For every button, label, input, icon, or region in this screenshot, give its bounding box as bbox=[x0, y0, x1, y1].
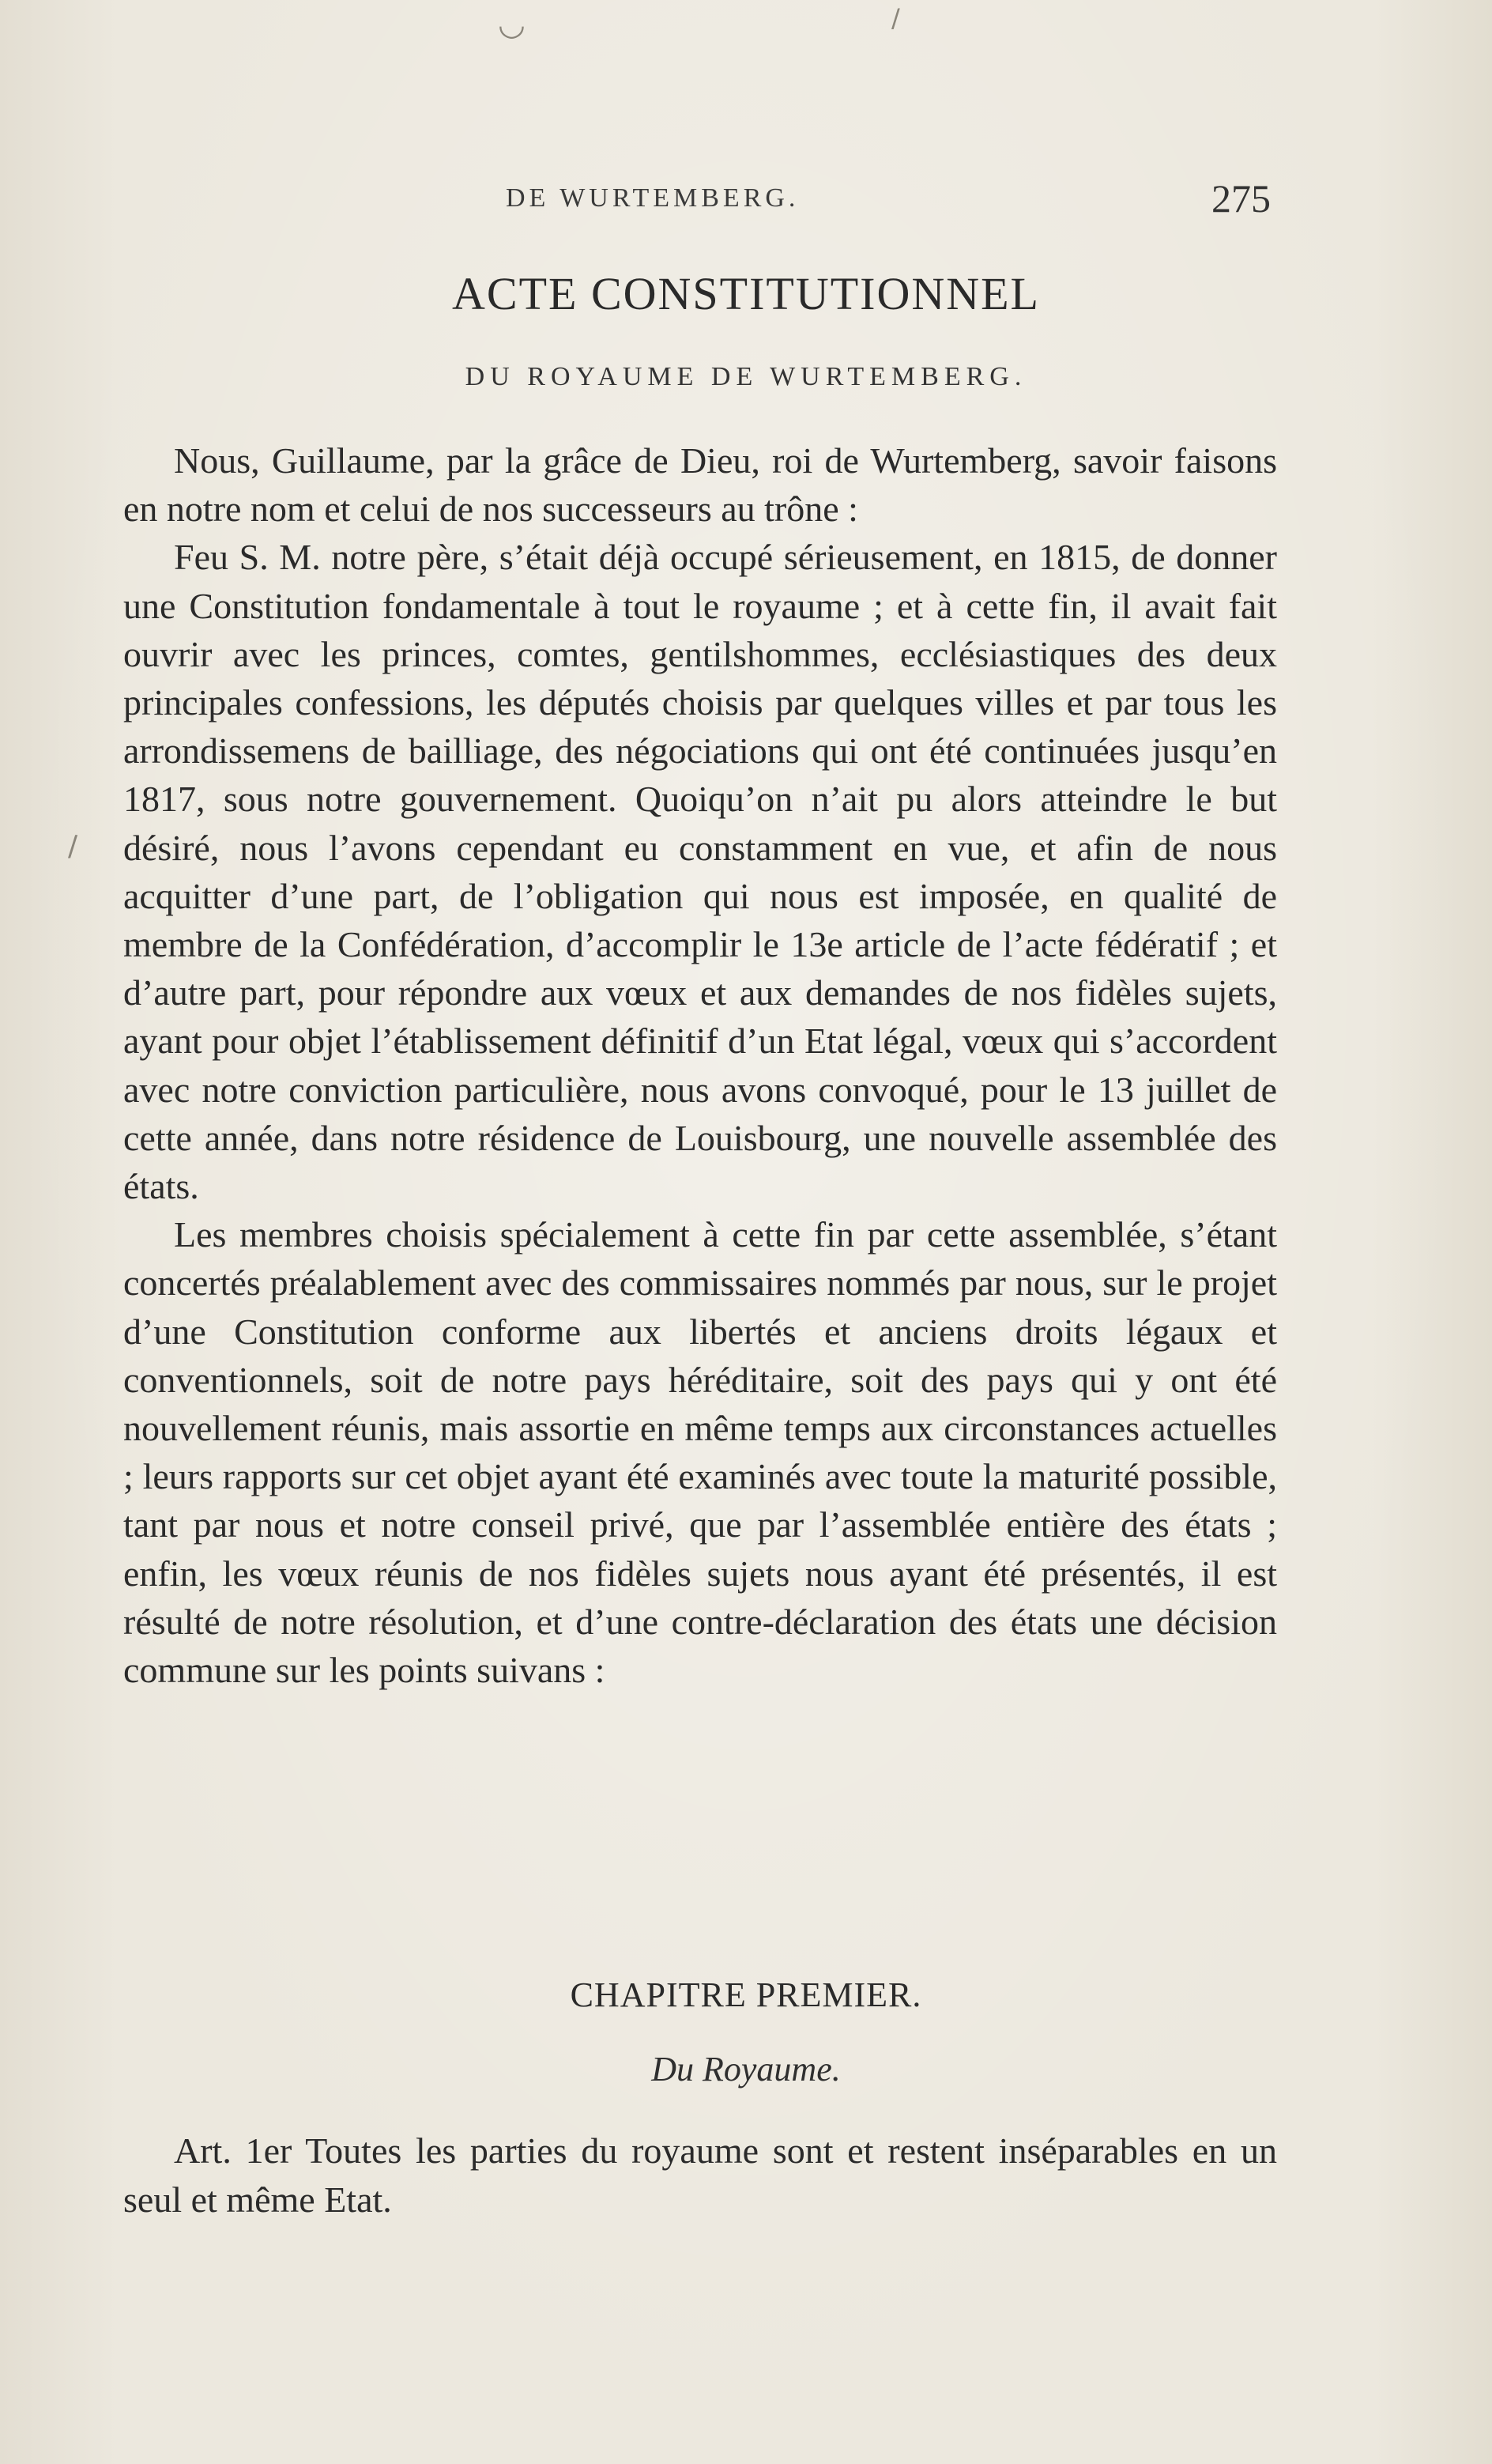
ink-mark: / bbox=[68, 830, 78, 862]
ink-mark: / bbox=[891, 3, 900, 33]
article-1 bbox=[123, 2126, 1277, 2224]
chapter-heading: CHAPITRE PREMIER. bbox=[570, 1975, 922, 2014]
running-head: DE WURTEMBERG. bbox=[506, 183, 800, 213]
document-title: ACTE CONSTITUTIONNEL bbox=[452, 268, 1040, 319]
paragraph-decision: Les membres choisis spécialement à cette fin par cette assemblée, s’étant concertés préalablement avec des commissaires nommés par nous, sur le projet d’une Constitution conforme aux libertés et anciens droits légaux et conventionnels, soit de notre pays héréditaire, soit des pays qui y ont été nouvellement réunis, mais assortie en même temps aux circonstances actuelles ; leurs rapports sur cet objet ayant été examinés avec toute la maturité possible, tant par nous et notre conseil privé, que par l’assemblée entière des états ; enfin, les vœux réunis de nos fidèles sujets nous ayant été présentés, il est résulté de notre résolution, et d’une contre-déclaration des états une décision commune sur les points suivans : bbox=[123, 1214, 1277, 1691]
article-1-text: Art. 1er Toutes les parties du royaume sont et restent inséparables en un seul et même Etat. bbox=[123, 2130, 1277, 2220]
section-heading: Du Royaume. bbox=[651, 2050, 841, 2089]
document-subtitle: DU ROYAUME DE WURTEMBERG. bbox=[465, 362, 1027, 391]
paragraph-preamble: Nous, Guillaume, par la grâce de Dieu, roi de Wurtemberg, savoir faisons en notre nom et celui de nos successeurs au trône : bbox=[123, 440, 1277, 530]
body-text bbox=[123, 436, 1277, 1694]
page-number: 275 bbox=[1211, 176, 1271, 221]
paragraph-history: Feu S. M. notre père, s’était déjà occupé sérieusement, en 1815, de donner une Constitution fondamentale à tout le royaume ; et à cette fin, il avait fait ouvrir avec les princes, comtes, gentilshommes, ecclésiastiques des deux principales confessions, les députés choisis par quelques villes et par tous les arrondissemens de bailliage, des négociations qui ont été continuées jusqu’en 1817, sous notre gouvernement. Quoiqu’on n’ait pu alors atteindre le but désiré, nous l’avons cependant eu constamment en vue, et afin de nous acquitter d’une part, de l’obligation qui nous est imposée, en qualité de membre de la Confédération, d’accomplir le 13e article de l’acte fédératif ; et d’autre part, pour répondre aux vœux et aux demandes de nos fidèles sujets, ayant pour objet l’établissement définitif d’un Etat légal, vœux qui s’accordent avec notre conviction particulière, nous avons convoqué, pour le 13 juillet de cette année, dans notre résidence de Louisbourg, une nouvelle assemblée des états. bbox=[123, 537, 1277, 1207]
ink-mark: ◡ bbox=[498, 6, 526, 43]
